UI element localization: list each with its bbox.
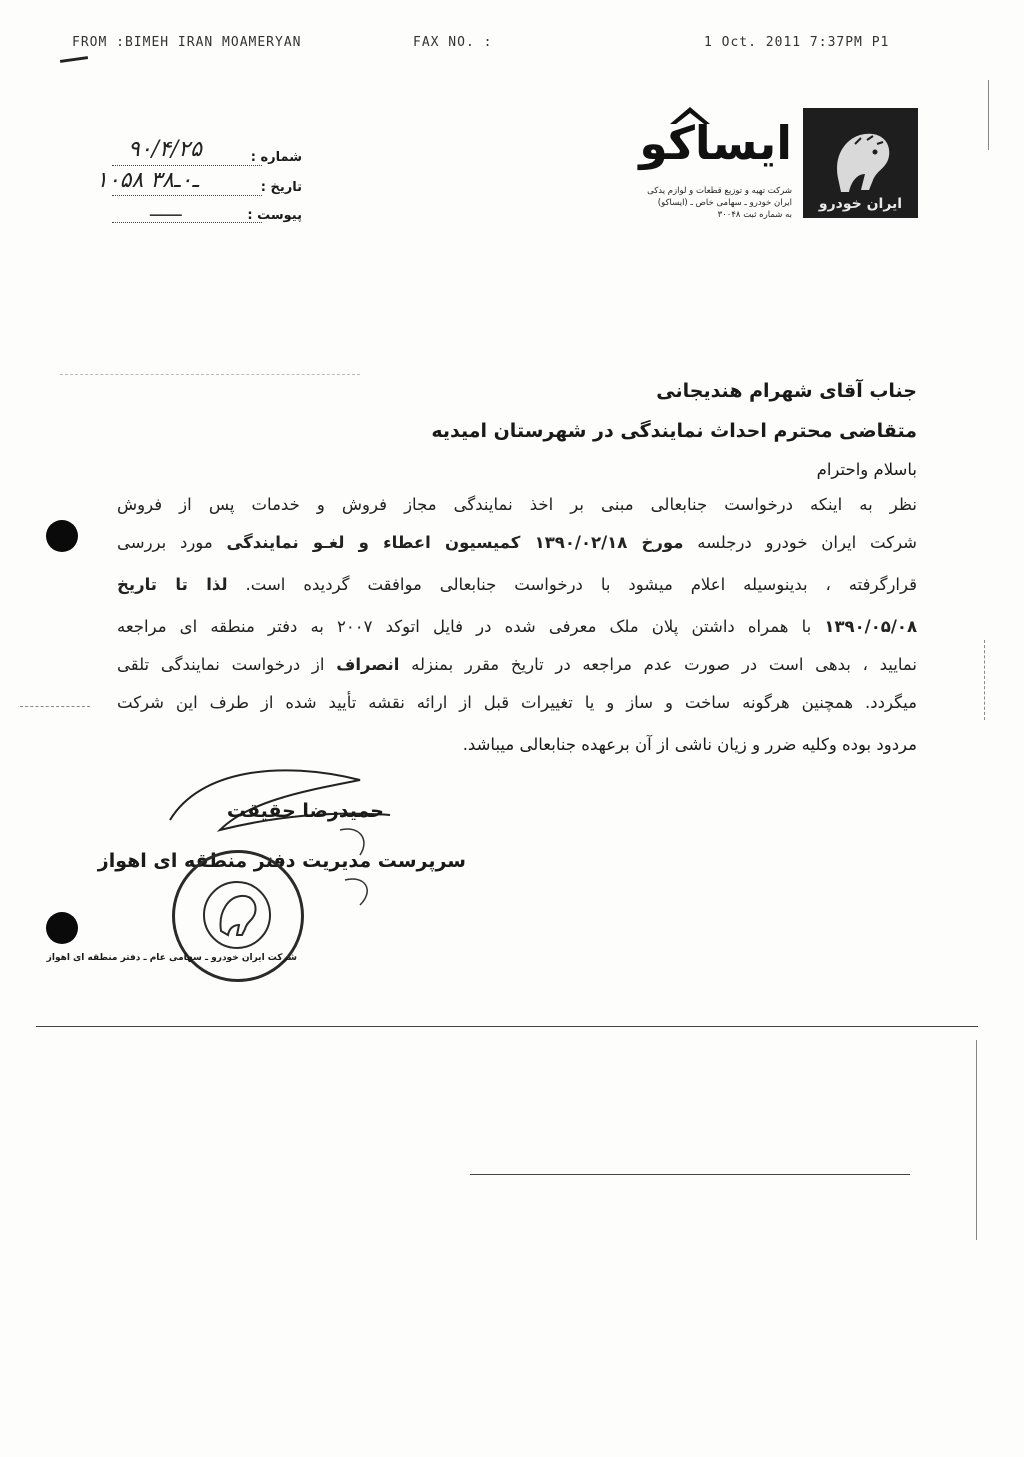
company-desc-line3: به شماره ثبت ۳۰۰۴۸: [717, 210, 792, 220]
body-line-4a: ۱۳۹۰/۰۵/۰۸: [824, 617, 918, 636]
scan-edge-mid: [984, 640, 985, 720]
body-line-3b: لذا تا تاریخ: [117, 575, 228, 594]
brand-logo-box: [803, 108, 918, 218]
body-line-2b: مورخ ۱۳۹۰/۰۲/۱۸ کمیسیون اعطاء و لغـو نمایندگی: [226, 533, 684, 552]
body-line-5: [117, 655, 917, 674]
recipient-name: جناب آقای شهرام هندیجانی: [656, 380, 917, 402]
body-line-3a: قرارگرفته ، بدینوسیله اعلام میشود با درخواست جنابعالی موافقت گردیده است.: [227, 575, 917, 594]
lower-rule: [470, 1174, 910, 1175]
handwritten-initials: [330, 820, 390, 920]
isaco-roof-icon: [668, 104, 712, 126]
body-line-2a: شرکت ایران خودرو درجلسه: [683, 533, 917, 552]
body-line-4b: با همراه داشتن پلان ملک معرفی شده در فایل اتوکد ۲۰۰۷ به دفتر منطقه ای مراجعه: [117, 617, 825, 636]
body-line-2c: مورد بررسی: [117, 533, 227, 552]
date-label: تاریخ :: [260, 180, 302, 195]
company-desc-line2: ایران خودرو ـ سهامی خاص ـ (ایساکو): [657, 198, 792, 208]
left-edge-dash: [20, 706, 90, 707]
punch-hole-bottom: [46, 912, 78, 944]
body-line-5a: نمایید ، بدهی است در صورت عدم مراجعه در تاریخ مقرر بمنزله: [399, 655, 917, 674]
signer-title: سرپرست مدیریت دفتر منطقه ای اهواز: [97, 850, 466, 872]
fax-mark: [60, 56, 88, 63]
body-line-6: میگردد. همچنین هرگونه ساخت و ساز و یا تغییرات قبل از ارائه نقشه تأیید شده از طرف این شرکت: [117, 693, 917, 712]
body-line-4: [117, 617, 917, 636]
number-dots: [112, 165, 262, 166]
fax-number: FAX NO. :: [413, 35, 493, 50]
date-dots: [112, 195, 262, 196]
greeting: باسلام واحترام: [816, 460, 917, 479]
attachment-label: پیوست :: [247, 208, 302, 223]
stamp-text: شرکت ایران خودرو ـ سهامی عام ـ دفتر منطقه ای اهواز: [46, 953, 297, 963]
isaco-logo: ایساکو: [639, 116, 792, 170]
scan-artifact: [60, 374, 360, 375]
bottom-edge-right: [976, 1040, 977, 1240]
body-line-5c: از درخواست نمایندگی تلقی: [117, 655, 337, 674]
company-desc-line1: شرکت تهیه و توزیع قطعات و لوازم یدکی: [647, 186, 792, 196]
number-label: شماره :: [250, 150, 302, 165]
fax-from: FROM :BIMEH IRAN MOAMERYAN: [72, 35, 302, 50]
recipient-title: متقاضی محترم احداث نمایندگی در شهرستان امیدیه: [431, 420, 917, 442]
body-line-1: نظر به اینکه درخواست جنابعالی مبنی بر اخذ نمایندگی مجاز فروش و خدمات پس از فروش: [117, 495, 917, 514]
body-line-7: مردود بوده وکلیه ضرر و زیان ناشی از آن برعهده جنابعالی میباشد.: [462, 735, 917, 754]
bottom-rule: [36, 1026, 978, 1027]
signer-name: حمیدرضا حقیقت: [226, 800, 384, 822]
fax-date-time: 1 Oct. 2011 7:37PM P1: [704, 35, 890, 50]
body-line-5b: انصراف: [336, 655, 400, 674]
body-line-2: [117, 533, 917, 552]
brand-logo-text: ایران خودرو: [818, 196, 903, 212]
attachment-dots: [112, 222, 262, 223]
body-line-3: [117, 575, 917, 594]
company-description: [612, 185, 792, 221]
punch-hole-top: [46, 520, 78, 552]
scan-edge-top: [988, 80, 989, 150]
stamp-horse-icon: [213, 889, 261, 939]
attachment-value: ــــــ: [150, 200, 182, 221]
date-value: ۱۰۵۸ ـ۰ـ۳۸: [96, 168, 199, 193]
number-value: ۹۰/۴/۲۵: [128, 137, 202, 162]
